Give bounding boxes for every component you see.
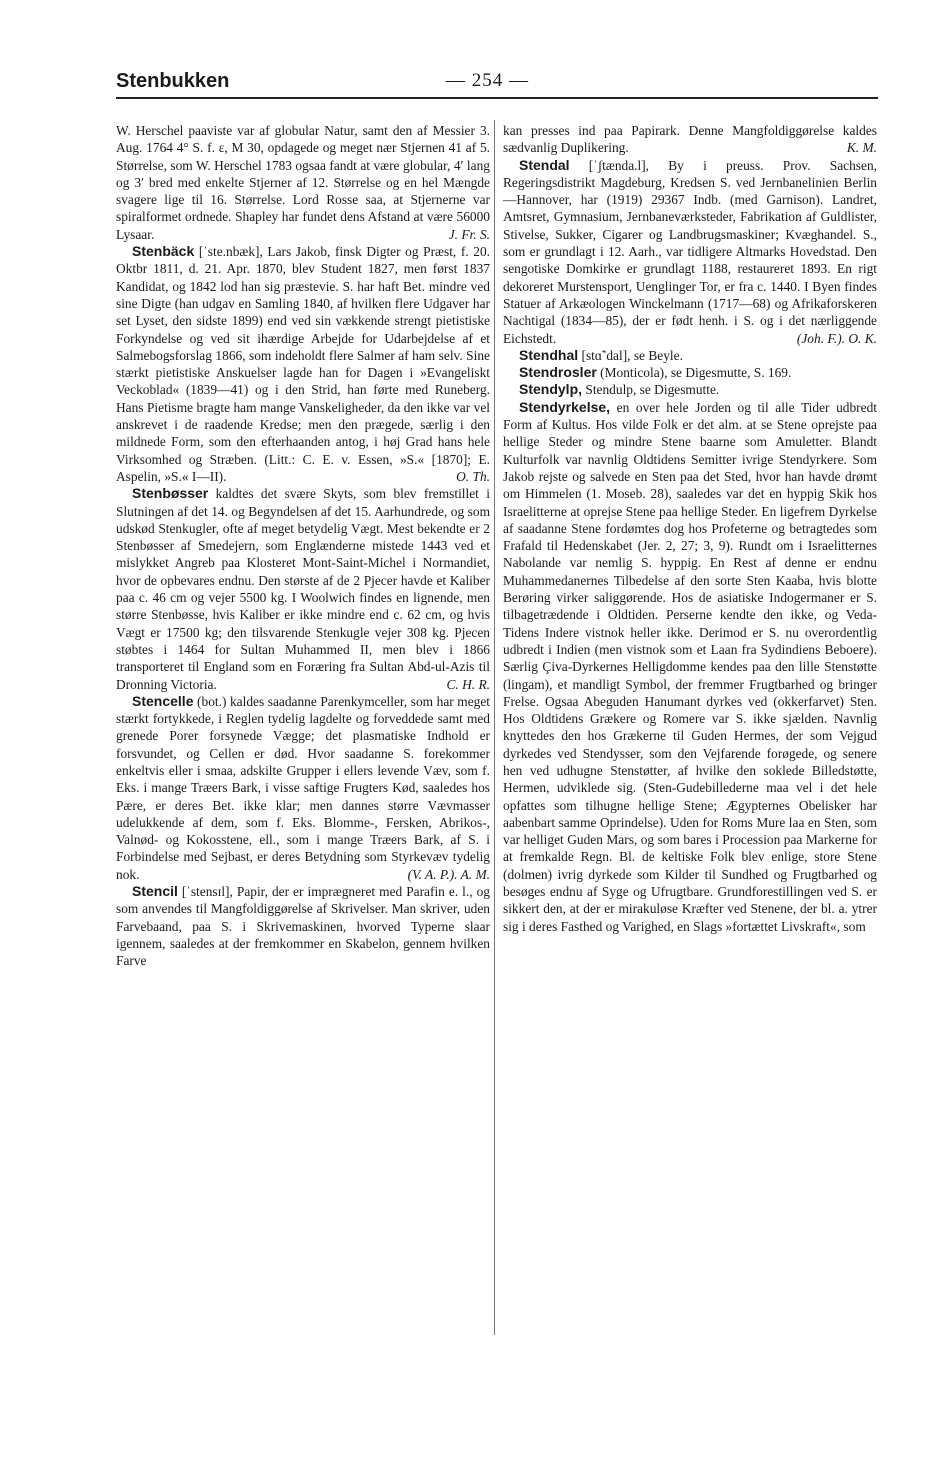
headword: Stenbøsser (132, 485, 209, 502)
column-divider (494, 120, 495, 1335)
right-column (503, 122, 877, 1340)
author-signature: (V. A. P.). A. M. (407, 866, 490, 882)
entry-stenbosser (116, 485, 490, 693)
entry-stendylp (503, 381, 877, 398)
page-header (116, 70, 878, 100)
headword: Stencelle (132, 692, 194, 709)
entry-text: en over hele Jorden og til alle Tider udbredt Form af Kultus. Hos vilde Folk er det alm. at se Stene oprejste paa hellige Steder og mindre Stene baarne som Amuletter. Blandt Kulturfolk var navnlig Oldtidens Semitter ivrige Stendyrkere. Som Jakob rejste og salvede en Sten paa det Sted, hvor han havde drømt om Himmelen (1. Moseb. 28), saaledes var det en hyppig Skik hos Israelitterne at oprejse Stene paa hellige Steder. En ligefrem Dyrkelse af saadanne Stene fordømtes dog hos Profeterne og betragtedes som Frafald til Hedenskabet (Jer. 2, 27; 3, 9). Rundt om i Israelitternes Nabolande var nemlig S. hyppig. En Rest af denne er endnu Muhammedanernes Tilbedelse af den sorte Sten Kaaba, hvis blotte Berøring virker saliggørende. Hos de asiatiske Indogermaner er S. tilbagetrædende i Oldtiden. Perserne kendte den ikke, og Veda-Tidens Indere vistnok heller ikke. Derimod er S. nu overordentlig udbredt i Indien (men vistnok som et Laan fra Sydindiens Beboere). Særlig Çiva-Dyrkernes Helligdomme kendes paa den lille Stenstøtte (lingam), et mandligt Symbol, der fremmer Frugtbarhed og bringer Frelse. Ogsaa Abeguden Hanumant dyrkes ved (okkerfarvet) Sten. Hos Oldtidens Grækere og Romere var S. ikke sjælden. Navnlig knyttedes den hos Grækerne til Guden Hermes, der som Vejgud dyrkedes ved Stendysser, som den Vejfarende forøgede, og senere hen ved udhugne Stenstøtter, af hvilke den soklede Billedstøtte, Hermen, udviklede sig. (Sten-Gudebillederne maa vel i det hele opfattes som tilhugne hellige Stene; Ægypternes Obelisker har aabenbart samme Oprindelse). Uden for Roms Mure laa en Sten, som var helliget Guden Mars, og som bares i Procession paa Markerne for at fremkalde Regn. Bl. de keltiske Folk blev enlige, store Stene (dolmen) ivrig dyrkede som Kilder til Sundhed og Frugtbarhed og besøges endnu af Syge og Ufrugtbare. Grundforestillingen ved S. er sikkert den, at der er mirakuløse Kræfter ved Stenene, der bl. a. ytrer sig i deres Fasthed og Varighed, en Slags »fortættet Livskraft«, som (503, 399, 877, 934)
entry-stencil (116, 883, 490, 969)
headword: Stendal (519, 156, 570, 173)
author-signature: J. Fr. S. (448, 226, 490, 242)
headword: Stendhal (519, 346, 579, 363)
entry-text: kan presses ind paa Papirark. Denne Mangfoldiggørelse kaldes sædvanlig Duplikering. (503, 123, 877, 156)
entry-stencelle (116, 693, 490, 883)
headword: Stendrosler (519, 364, 597, 381)
entry-text: [stɑ̃ˈdal], se Beyle. (581, 347, 683, 363)
entry-stendhal (503, 347, 877, 364)
entry-stendyrkelse (503, 399, 877, 935)
entry-continuation (503, 122, 877, 157)
entry-text: W. Herschel paaviste var af globular Natur, samt den af Messier 3. Aug. 1764 4° S. f. ε, M 30, opdagede og meget nær Stjernen 41 af 5. Størrelse, som W. Herschel 1783 ogsaa fandt at være globular, 4′ lang og 3′ bred med enkelte Stjerner af 12. Størrelse og en hel Mængde svagere lige til 16. Størrelse. Lord Rosse saa, at Stjernerne var spiralformet ordnede. Shapley har fundet dens Afstand at være 56000 Lysaar. (116, 123, 490, 242)
page-number: — 254 — (446, 70, 529, 91)
author-signature: K. M. (846, 140, 877, 156)
entry-text: [ˈʃtænda.l], By i preuss. Prov. Sachsen, Regeringsdistrikt Magdeburg, Kredsen S. ved Jernbanelinien Berlin—Hannover, har (1919) 29367 Indb. (med Garnison). Landret, Amtsret, Gymnasium, Jernbaneværksteder, Fabrikation af Guldlister, Stivelse, Sukker, Cigarer og Landbrugsmaskiner; Kvæghandel. S., som er grundlagt i 12. Aarh., var tidligere Altmarks Hovedstad. Den sengotiske Domkirke er grundlagt 1188, restaureret 1893. En rigt dekoreret Murstensport, Uenglinger Tor, er fra c. 1440. I Byen findes Statuer af Arkæologen Winckelmann (1717—68) og Afrikaforskeren Nachtigal (1834—85), der er født henh. i S. og i det nærliggende Eichstedt. (503, 157, 877, 346)
left-column (116, 122, 490, 1340)
entry-stendal (503, 157, 877, 347)
header-rule (116, 97, 878, 99)
entry-text: kaldtes det svære Skyts, som blev fremstillet i Slutningen af det 14. og Begyndelsen af det 15. Aarhundrede, og som udskød Stenkugler, ofte af meget betydelig Vægt. Mest bekendte er 2 Stenbøsser af Smedejern, som Englænderne mistede 1443 ved et mislykket Angreb paa Klosteret Mont-Saint-Michel i Normandiet, hvor de opbevares endnu. Den største af de 2 Pjecer havde et Kaliber paa c. 46 cm og vejer 5500 kg. I Woolwich findes en lignende, men større Stenbøsse, hvis Kaliber er ikke mindre end c. 62 cm, og hvis Vægt er 17500 kg; den tilsvarende Stenkugle vejer 308 kg. Pjecen støbtes i 1464 for Sultan Muhammed II, men blev i 1866 transporteret til England som en Foræring fra Sultan Abd-ul-Azis til Dronning Victoria. (116, 486, 490, 692)
entry-stenback (116, 243, 490, 485)
entry-text: Stendulp, se Digesmutte. (585, 382, 720, 398)
headword: Stencil (132, 883, 178, 900)
headword: Stenbäck (132, 243, 195, 260)
headword: Stendyrkelse, (519, 398, 611, 415)
running-head-word: Stenbukken (116, 70, 230, 92)
entry-text: [ˈstensɪl], Papir, der er imprægneret med Parafin e. l., og som anvendes til Mangfoldiggørelse af Skrivelser. Man skriver, uden Farvebaand, paa S. i Skrivemaskinen, hvorved Typerne slaar igennem, saaledes at der fremkommer en Skabelon, gennem hvilken Farve (116, 884, 490, 969)
entry-stendrosler (503, 364, 877, 381)
entry-text: (Monticola), se Digesmutte, S. 169. (600, 365, 792, 381)
headword: Stendylp, (519, 381, 583, 398)
author-signature: O. Th. (456, 468, 490, 484)
author-signature: (Joh. F.). O. K. (796, 330, 877, 346)
entry-continuation (116, 122, 490, 243)
author-signature: C. H. R. (446, 676, 490, 692)
entry-text: (bot.) kaldes saadanne Parenkymceller, som har meget stærkt fortykkede, i Reglen tydelig lagdelte og forveddede samt med grenede Porer forsynede Vægge; det plasmatiske Indhold er forsvundet, og Cellen er død. Hvor saadanne S. forekommer enkeltvis eller i smaa, adskilte Grupper i ellers levende Væv, som f. Eks. i mange Træers Bark, i visse saftige Frugters Kød, saaledes hos Pære, er deres Bet. ikke klar; men dannes større Vævmasser udelukkende af dem, som f. Eks. Blomme-, Fersken, Abrikos-, Valnød- og Kokosstene, ell., som i mange Træers Bark, af S. i Forbindelse med Sejbast, er deres Betydning som Styrkevæv tydelig nok. (116, 693, 490, 882)
entry-text: [ˈste.nbæk], Lars Jakob, finsk Digter og Præst, f. 20. Oktbr 1811, d. 21. Apr. 1870, blev Student 1827, men først 1837 Kandidat, og 1842 lod han sig præstevie. S. har haft Bet. mindre ved sine Digte (han udgav en Samling 1840, af hvilken flere Udgaver har set Lyset, den sidste 1899) end ved sin vækkende strengt pietistiske Forkyndelse og ved sit ihærdige Arbejde for Udarbejdelse af et Salmebogsforslag 1866, som indeholdt flere Salmer af ham selv. Sine stærkt pietistiske Anskuelser lagde han for Dagen i »Evangeliskt Veckoblad« (1839—41) og i den Strid, han førte med Runeberg. Hans Pietisme bragte ham mange Vanskeligheder, da den ikke var vel anskrevet i de raadende Kredse; men den prægede, særlig i den mildnede Form, som den efterhaanden antog, i høj Grad hans hele Virksomhed og Stræben. (Litt.: C. E. v. Essen, »S.« [1870]; E. Aspelin, »S.« I—II). (116, 244, 490, 484)
